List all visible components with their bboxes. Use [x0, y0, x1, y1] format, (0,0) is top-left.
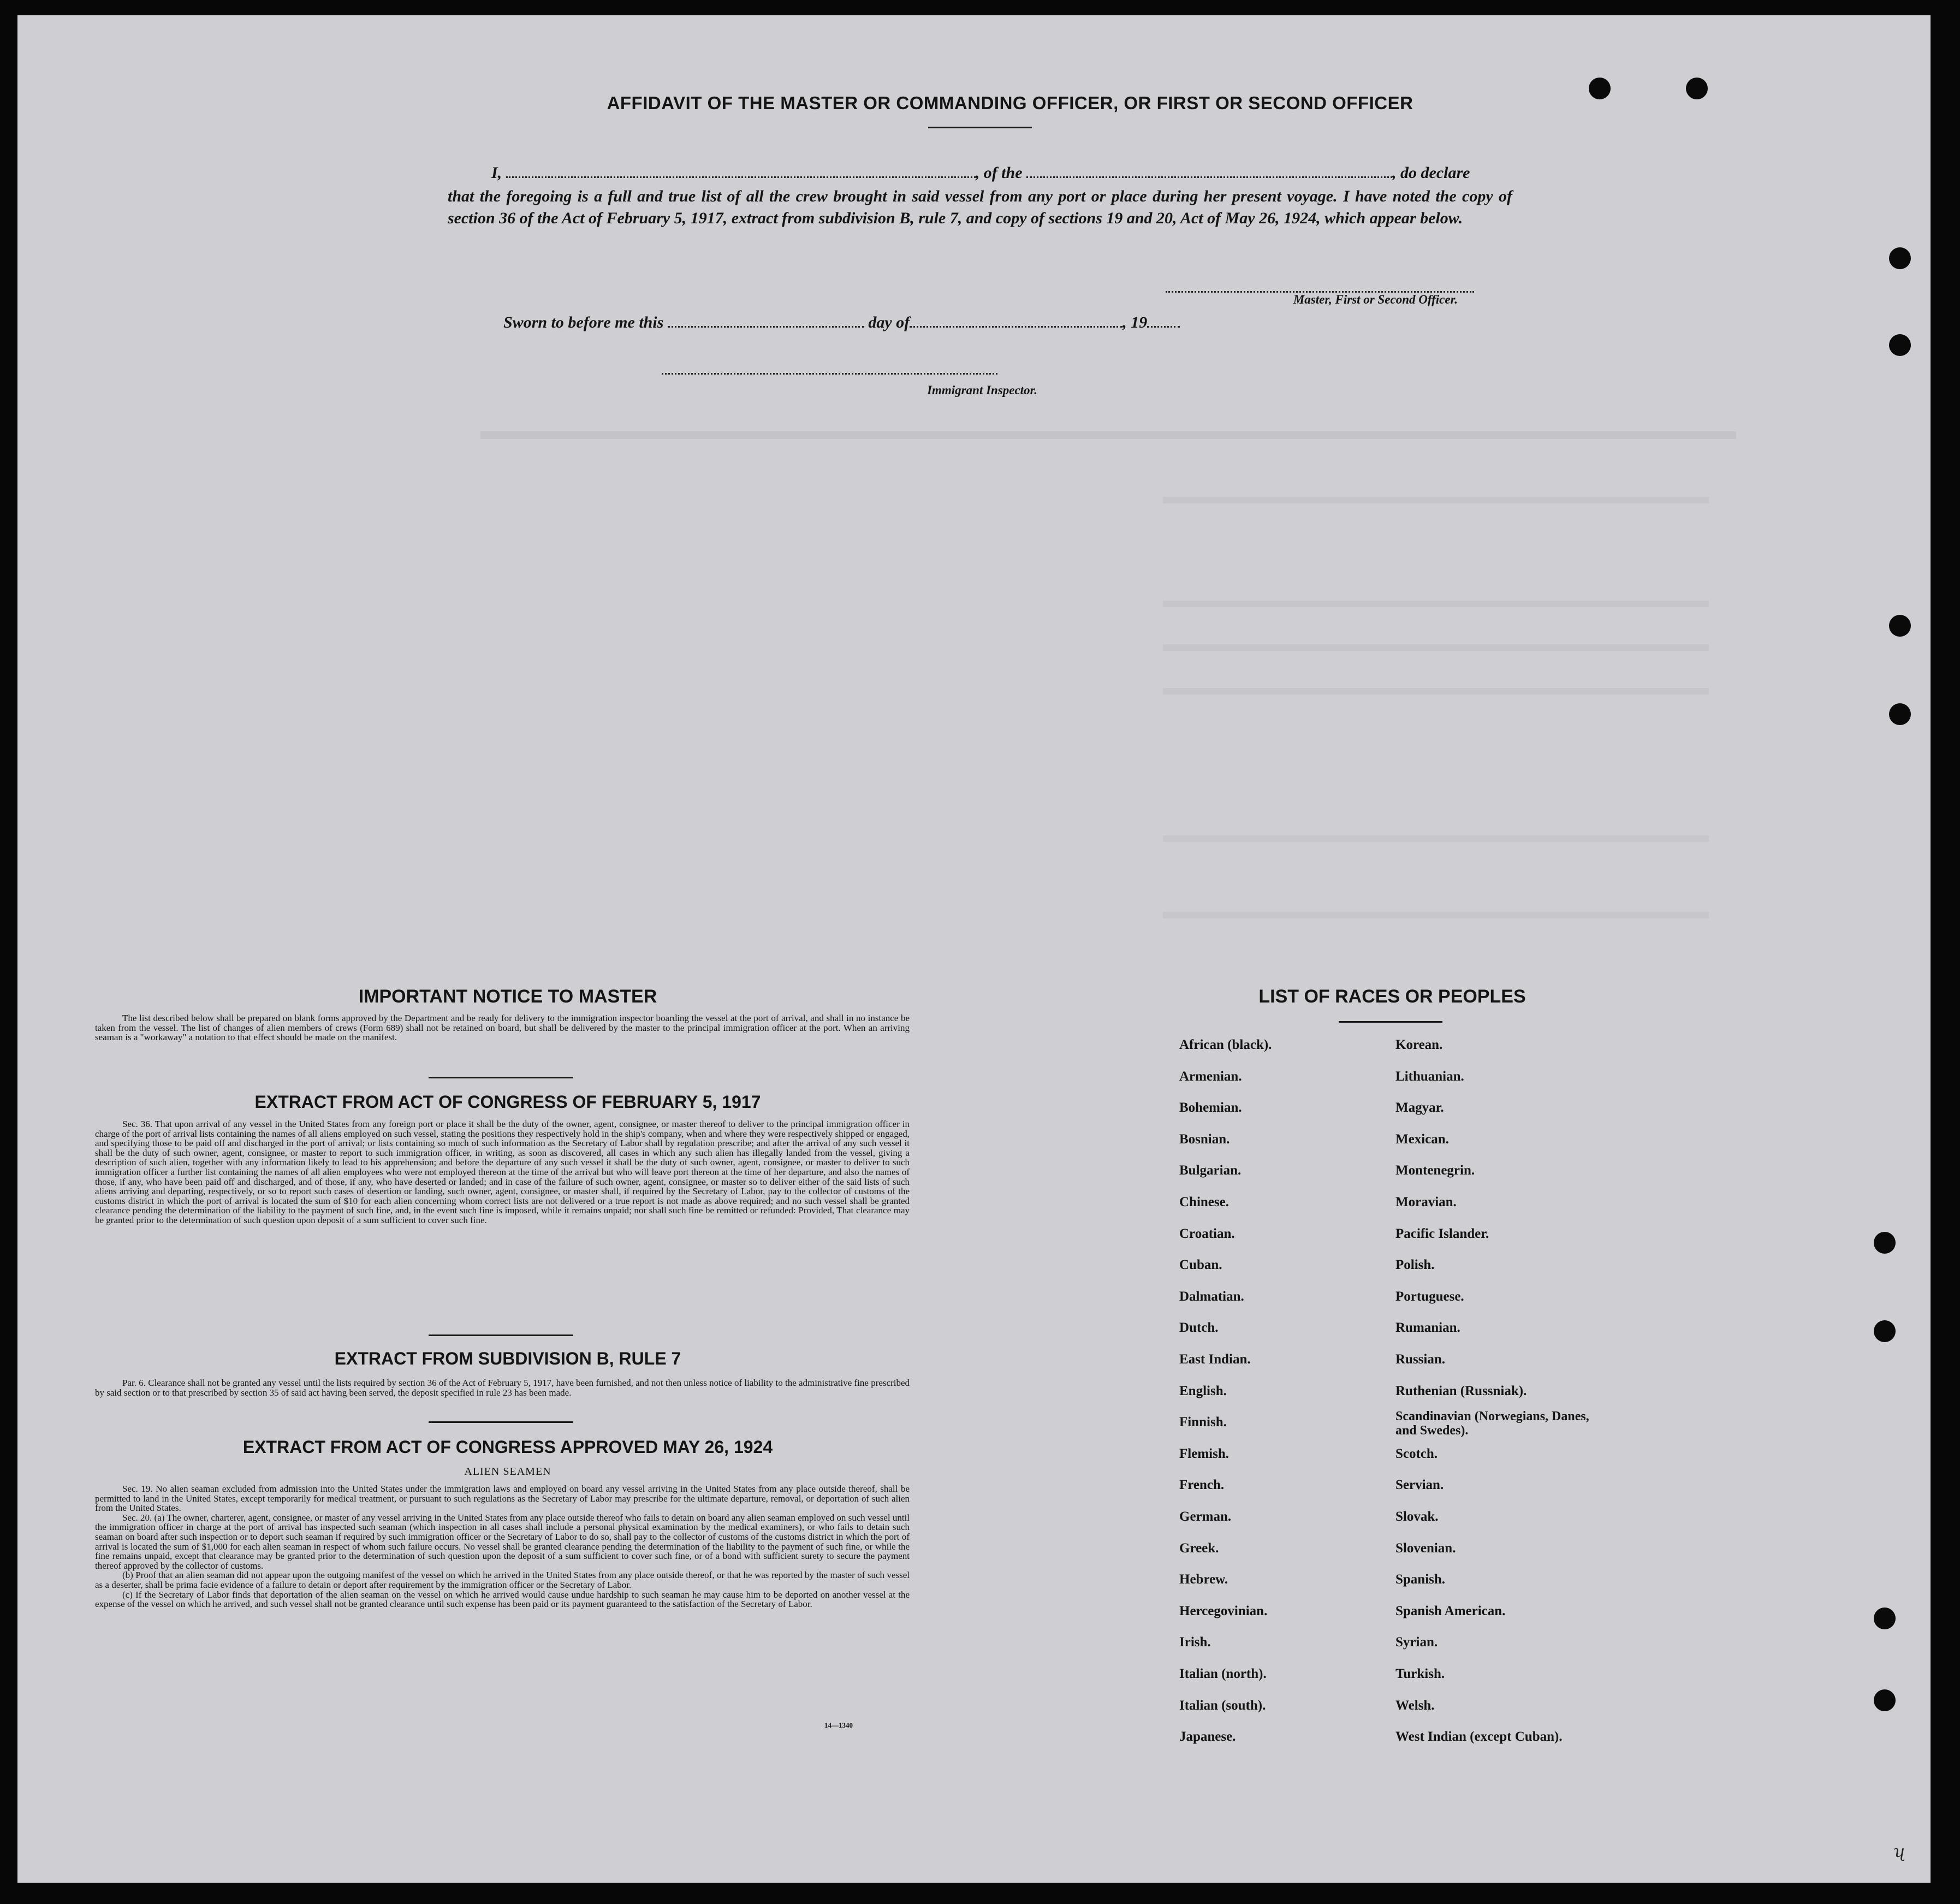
race-entry: Ruthenian (Russniak). — [1395, 1383, 1527, 1398]
notice-paragraph: The list described below shall be prepared on blank forms approved by the Department and be ready for delivery to the immigration inspector boarding the vessel at the port of arrival, and shall in no instance be taken from the vessel. The list of changes of alien members of crews (Form 689) shall not be retained on board, but shall be delivered by the master to the principal immigration officer at the port. When an arriving seaman is a "workaway" a notation to that effect should be made on the manifest. — [95, 1013, 910, 1043]
extract-rule7-title: EXTRACT FROM SUBDIVISION B, RULE 7 — [334, 1349, 681, 1368]
race-entry: Scandinavian (Norwegians, Danes, and Swedes). — [1395, 1409, 1589, 1438]
race-entry: Flemish. — [1179, 1446, 1229, 1461]
race-entry: Bosnian. — [1179, 1131, 1230, 1147]
race-entry: Chinese. — [1179, 1195, 1229, 1209]
section-20c-text: (c) If the Secretary of Labor finds that deportation of the alien seaman on the vessel on which he arrived would cause undue hardship to such seaman he may cause him to be deported on another vessel at the expense of the vessel on which he arrived, and such vessel shall not be granted clearance until such expense has been paid or its payment guaranteed to the satisfaction of the Secretary of Labor. — [95, 1589, 910, 1610]
handwritten-mark: ʯ — [1894, 1841, 1905, 1861]
race-entry: Lithuanian. — [1395, 1069, 1464, 1084]
sworn-label: Sworn to before me this — [503, 313, 664, 331]
inspector-signature-line[interactable] — [662, 373, 997, 375]
race-entry: West Indian (except Cuban). — [1395, 1729, 1563, 1745]
race-entry: Hebrew. — [1179, 1572, 1228, 1587]
sworn-line — [503, 313, 1311, 332]
section-36-text: Sec. 36. That upon arrival of any vessel in the United States from any foreign port or place it shall be the duty of the owner, agent, consignee, or master thereof to deliver to the principal immigration officer in charge of the port of arrival lists containing the names of all aliens employed on such vessel, stating the positions they respectively hold in the ship's company, when and where they were respectively shipped or engaged, and specifying those to be paid off and discharged in the port of arrival; or lists containing so much of such information as the Secretary of Labor shall by regulation prescribe; and after the arrival of any such vessel it shall be the duty of such owner, agent, consignee, or master to report to such immigration officer, in writing, as soon as discovered, all cases in which any such alien has illegally landed from the vessel, giving a description of such alien, together with any information likely to lead to his apprehension; and before the departure of any such vessel it shall be the duty of such owner, agent, consignee, or master to deliver to such immigration officer a further list containing the names of all alien employees who were not employed thereon at the time of the arrival but who will leave port thereon at the time of her departure, and also the names of those, if any, who have been paid off and discharged, and of those, if any, who have deserted or landed; and in case of the failure of such owner, agent, consignee, or master so to deliver either of the said lists of such aliens arriving and departing, respectively, or so to report such cases of desertion or landing, such owner, agent, consignee, or master shall, if required by the Secretary of Labor, pay to the collector of customs of the customs district in which the port of arrival is located the sum of $10 for each alien concerning whom correct lists are not delivered or a true report is not made as above required; and no such vessel shall be granted clearance pending the determination of the liability to the payment of such fine, and, in the event such fine is imposed, while it remains unpaid; nor shall such fine be remitted or refunded: Provided, That clearance may be granted prior to the determination of such question upon deposit of a sum sufficient to cover such fine. — [95, 1119, 910, 1225]
extract-rule7-body — [95, 1378, 910, 1397]
race-entry: Italian (north). — [1179, 1666, 1267, 1681]
race-entry: Irish. — [1179, 1635, 1211, 1650]
section-20b-text: (b) Proof that an alien seaman did not appear upon the outgoing manifest of the vessel on which he arrived in the United States from any place outside thereof, or that he was reported by the master of such vessel as a deserter, shall be prima facie evidence of a failure to detain or deport after requirement by the immigration officer or the Secretary of Labor. — [95, 1570, 910, 1590]
punch-hole — [1874, 1320, 1896, 1342]
races-title: LIST OF RACES OR PEOPLES — [1258, 986, 1526, 1007]
race-entry: Italian (south). — [1179, 1698, 1266, 1713]
race-entry: Pacific Islander. — [1395, 1226, 1489, 1241]
race-entry: French. — [1179, 1478, 1225, 1493]
punch-hole — [1889, 615, 1911, 637]
race-entry: Syrian. — [1395, 1635, 1438, 1650]
declarant-i-label: I, — [491, 164, 502, 182]
race-entry: Polish. — [1395, 1258, 1435, 1273]
race-entry: Croatian. — [1179, 1226, 1235, 1241]
race-entry: Armenian. — [1179, 1069, 1242, 1084]
race-entry: German. — [1179, 1509, 1232, 1524]
extract-1924-body — [95, 1484, 910, 1609]
race-entry: Slovenian. — [1395, 1540, 1456, 1556]
race-entry: Cuban. — [1179, 1258, 1222, 1273]
extract-1917-title: EXTRACT FROM ACT OF CONGRESS OF FEBRUARY 5, 1917 — [254, 1092, 761, 1112]
race-entry: Dalmatian. — [1179, 1289, 1244, 1304]
race-entry: Bohemian. — [1179, 1100, 1242, 1116]
race-entry: Servian. — [1395, 1478, 1444, 1493]
race-entry: Turkish. — [1395, 1666, 1445, 1681]
race-entry: Bulgarian. — [1179, 1163, 1242, 1178]
punch-hole — [1889, 703, 1911, 725]
section-19-text: Sec. 19. No alien seaman excluded from admission into the United States under the immigration laws and employed on board any vessel arriving in the United States from any place outside thereof, shall be permitted to land in the United States, except temporarily for medical treatment, or pursuant to such regulations as the Secretary of Labor may prescribe for the ultimate departure, removal, or deportation of such alien from the United States. — [95, 1484, 910, 1514]
punch-hole — [1874, 1689, 1896, 1711]
race-entry: Greek. — [1179, 1540, 1219, 1556]
race-entry: Moravian. — [1395, 1195, 1457, 1209]
title-underline — [928, 127, 1032, 128]
notice-title: IMPORTANT NOTICE TO MASTER — [358, 986, 657, 1007]
extract-1924-title: EXTRACT FROM ACT OF CONGRESS APPROVED MAY 26, 1924 — [242, 1437, 773, 1457]
year-label: , 19 — [1122, 313, 1148, 331]
race-entry: Magyar. — [1395, 1100, 1444, 1116]
race-entry: Spanish American. — [1395, 1603, 1506, 1618]
affidavit-body: that the foregoing is a full and true list of all the crew brought in said vessel from any port or place during her present voyage. I have noted the copy of section 36 of the Act of February 5, 1917, extract from subdivision B, rule 7, and copy of sections 19 and 20, Act of May 26, 1924, which appear below. — [448, 187, 1512, 227]
affidavit-declaration-line — [491, 164, 1518, 182]
race-entry: Portuguese. — [1395, 1289, 1464, 1304]
race-entry: Russian. — [1395, 1352, 1446, 1367]
section-divider — [429, 1421, 573, 1423]
sworn-day-field[interactable] — [668, 326, 864, 328]
races-title-underline — [1339, 1021, 1442, 1023]
race-entry: Japanese. — [1179, 1729, 1236, 1745]
sworn-month-field[interactable] — [910, 326, 1122, 328]
punch-hole — [1589, 78, 1611, 99]
inspector-label: Immigrant Inspector. — [927, 383, 1037, 397]
form-number: 14—1340 — [824, 1721, 853, 1729]
punch-hole — [1686, 78, 1708, 99]
affidavit-title: AFFIDAVIT OF THE MASTER OR COMMANDING OFFICER, OR FIRST OR SECOND OFFICER — [607, 93, 1413, 113]
vessel-name-field[interactable] — [1026, 176, 1392, 178]
bleed-through-texture — [480, 420, 1791, 1021]
race-entry: Finnish. — [1179, 1415, 1227, 1430]
declarant-name-field[interactable] — [506, 176, 976, 178]
race-entry: Rumanian. — [1395, 1320, 1460, 1336]
race-entry: Slovak. — [1395, 1509, 1439, 1524]
extract-1917-body — [95, 1119, 910, 1225]
section-20a-text: Sec. 20. (a) The owner, charterer, agent, consignee, or master of any vessel arriving in the United States from any place outside thereof who fails to detain on board any alien seaman employed on such vessel until the immigration officer in charge at the port of arrival has inspected such seaman (which inspection in all cases shall include a personal physical examination by the medical examiners), or who fails to detain such seaman on board after such inspection or to deport such seaman if required by such immigration officer or the Secretary of Labor to do so, shall pay to the collector of customs of the customs district in which the port of arrival is located the sum of $1,000 for each alien seaman in respect of whom such failure occurs. No vessel shall be granted clearance pending the determination of the liability to the payment of such fine, or while the fine remains unpaid, except that clearance may be granted prior to the determination of such question upon the deposit of a sum sufficient to cover such fine, or of a bond with sufficient surety to secure the payment thereof approved by the collector of customs. — [95, 1512, 910, 1571]
alien-seamen-subtitle: ALIEN SEAMEN — [464, 1466, 551, 1478]
race-entry: Hercegovinian. — [1179, 1603, 1268, 1618]
notice-body — [95, 1013, 910, 1042]
race-entry: Montenegrin. — [1395, 1163, 1475, 1178]
race-entry: English. — [1179, 1383, 1227, 1398]
race-entry: Scotch. — [1395, 1446, 1438, 1461]
master-signature-label: Master, First or Second Officer. — [1293, 293, 1458, 306]
punch-hole — [1889, 334, 1911, 356]
punch-hole — [1874, 1608, 1896, 1629]
race-entry: Korean. — [1395, 1037, 1443, 1052]
punch-hole — [1889, 247, 1911, 269]
race-entry: Spanish. — [1395, 1572, 1446, 1587]
section-divider — [429, 1077, 573, 1078]
race-entry: East Indian. — [1179, 1352, 1251, 1367]
section-divider — [429, 1334, 573, 1336]
day-of-label: day of — [868, 313, 910, 331]
do-declare-label: , do declare — [1392, 164, 1470, 182]
sworn-year-field[interactable] — [1147, 326, 1180, 328]
race-entry: Welsh. — [1395, 1698, 1435, 1713]
race-entry: Dutch. — [1179, 1320, 1219, 1336]
punch-hole — [1874, 1232, 1896, 1254]
race-entry: African (black). — [1179, 1037, 1272, 1052]
race-entry: Mexican. — [1395, 1131, 1449, 1147]
paragraph-6-text: Par. 6. Clearance shall not be granted any vessel until the lists required by section 36 of the Act of February 5, 1917, have been furnished, and not then unless notice of liability to the administrative fine prescribed by said section or to that prescribed by section 35 of said act having been served, the deposit specified in rule 23 has been made. — [95, 1378, 910, 1398]
of-the-label: , of the — [975, 164, 1023, 182]
